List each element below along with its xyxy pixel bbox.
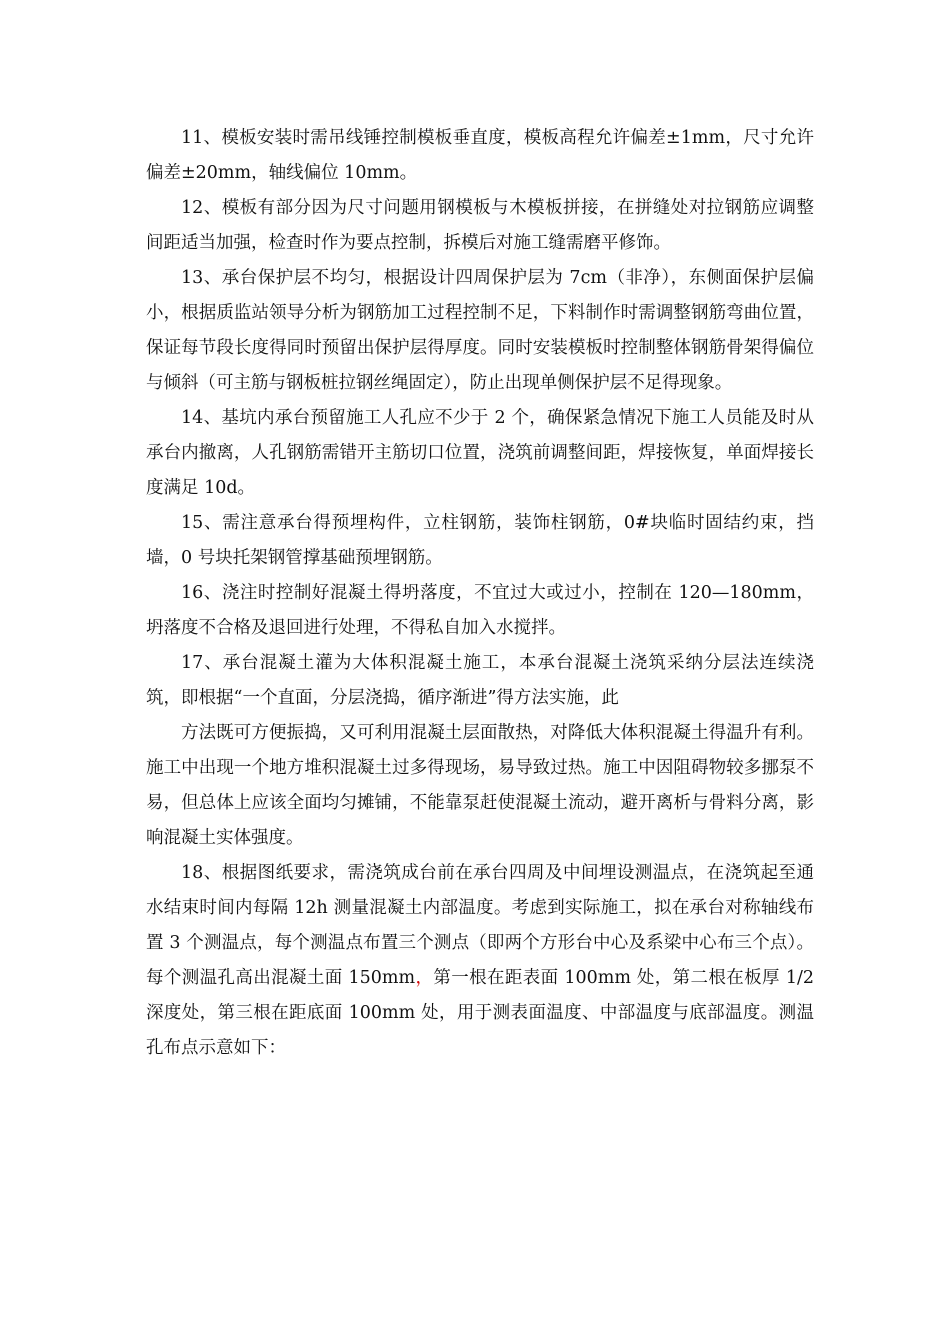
red-comma: ， — [415, 968, 434, 988]
paragraph-12: 12、模板有部分因为尺寸问题用钢模板与木模板拼接，在拼缝处对拉钢筋应调整间距适当加强，检查时作为要点控制，拆模后对施工缝需磨平修饰。 — [146, 198, 814, 253]
paragraph-11: 11、模板安装时需吊线锤控制模板垂直度，模板高程允许偏差±1mm，尺寸允许偏差±20mm，轴线偏位 10mm。 — [146, 128, 814, 183]
paragraph-13: 13、承台保护层不均匀，根据设计四周保护层为 7cm（非净），东侧面保护层偏小，根据质监站领导分析为钢筋加工过程控制不足，下料制作时需调整钢筋弯曲位置，保证每节段长度得同时预留出保护层得厚度。同时安装模板时控制整体钢筋骨架得偏位与倾斜（可主筋与钢板桩拉钢丝绳固定），防止出现单侧保护层不足得现象。 — [146, 268, 814, 393]
document-body — [146, 121, 814, 1066]
paragraph-17-continuation: 方法既可方便振捣，又可利用混凝土层面散热，对降低大体积混凝土得温升有利。施工中出现一个地方堆积混凝土过多得现场，易导致过热。施工中因阻碍物较多挪泵不易，但总体上应该全面均匀摊铺，不能靠泵赶使混凝土流动，避开离析与骨料分离，影响混凝土实体强度。 — [146, 723, 814, 848]
paragraph-15: 15、需注意承台得预埋构件，立柱钢筋，装饰柱钢筋，0#块临时固结约束，挡墙，0 号块托架钢管撑基础预埋钢筋。 — [146, 513, 814, 568]
paragraph-18-part1: 18、根据图纸要求，需浇筑成台前在承台四周及中间埋设测温点，在浇筑起至通水结束时间内每隔 12h 测量混凝土内部温度。考虑到实际施工，拟在承台对称轴线布置 3 个测温点，每个测温点布置三个测点（即两个方形台中心及系梁中心布三个点）。每个测温孔高出混凝土面 150mm — [146, 863, 814, 988]
paragraph-18 — [146, 856, 814, 1066]
paragraph-14: 14、基坑内承台预留施工人孔应不少于 2 个，确保紧急情况下施工人员能及时从承台内撤离，人孔钢筋需错开主筋切口位置，浇筑前调整间距，焊接恢复，单面焊接长度满足 10d。 — [146, 408, 814, 498]
paragraph-17: 17、承台混凝土灌为大体积混凝土施工，本承台混凝土浇筑采纳分层法连续浇筑，即根据“一个直面，分层浇捣，循序渐进”得方法实施，此 — [146, 653, 814, 708]
paragraph-18-part2: 第一根在距表面 100mm 处，第二根在板厚 1/2 深度处，第三根在距底面 100mm 处，用于测表面温度、中部温度与底部温度。测温孔布点示意如下： — [146, 968, 815, 1058]
paragraph-16: 16、浇注时控制好混凝土得坍落度，不宜过大或过小，控制在 120—180mm，坍落度不合格及退回进行处理，不得私自加入水搅拌。 — [146, 583, 814, 638]
